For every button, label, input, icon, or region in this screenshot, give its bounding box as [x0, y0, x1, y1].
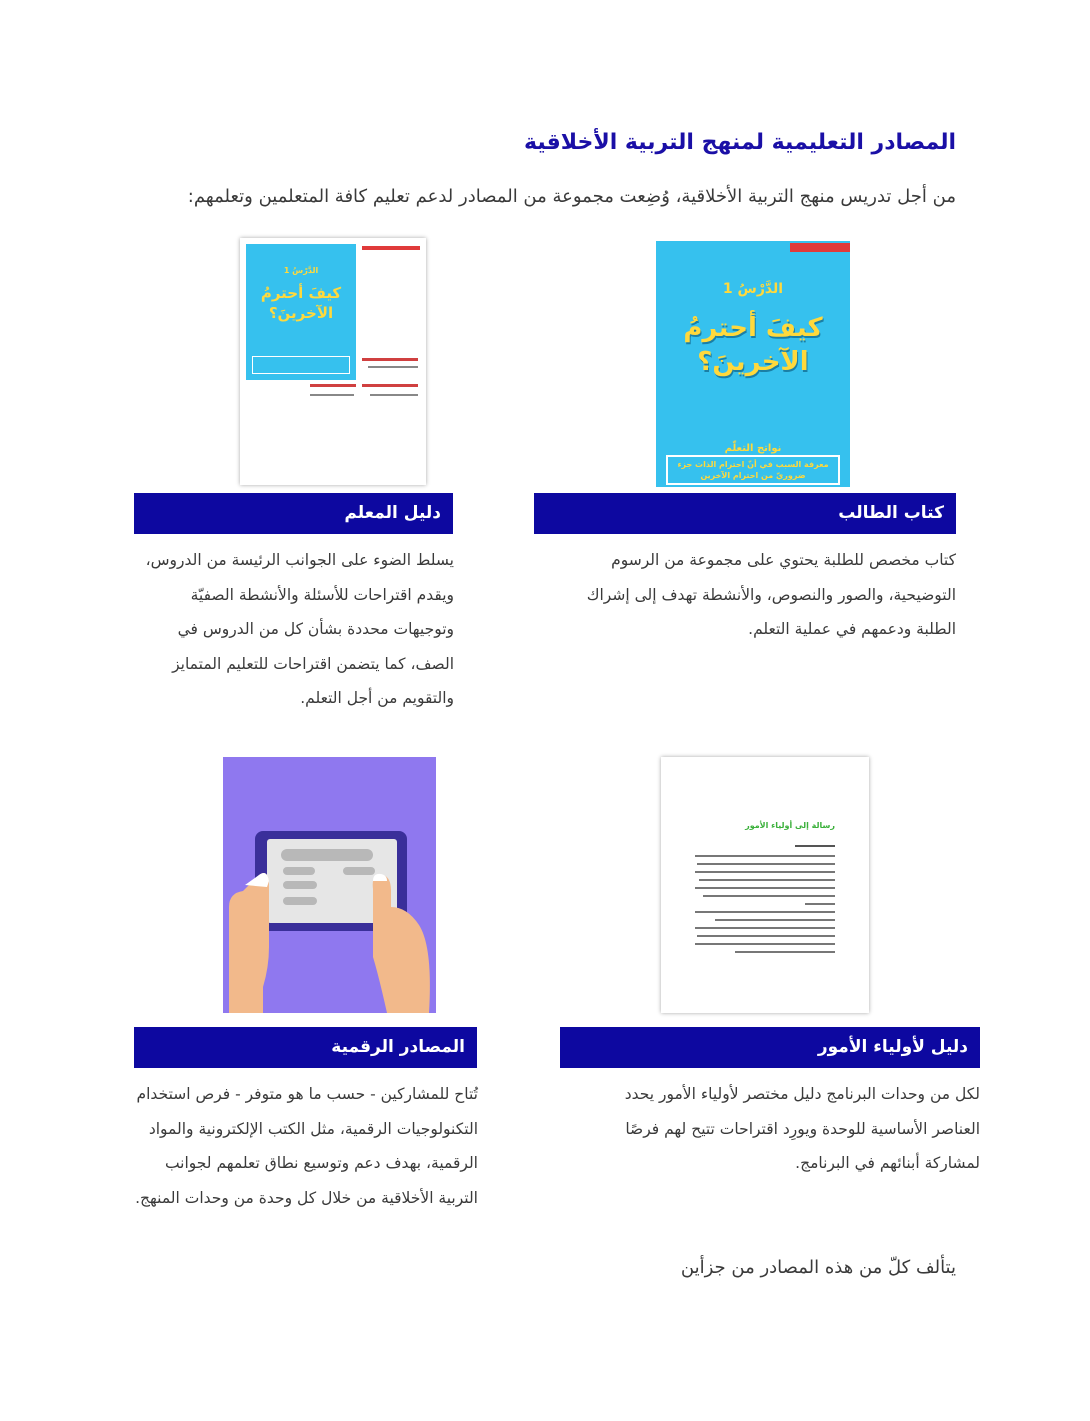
student-cover-outcome-label: نواتج التعلّم	[724, 443, 782, 454]
student-cover-title-2: الآخرينَ؟	[697, 347, 809, 377]
cover-tag	[790, 243, 850, 252]
teacher-guide-text: يسلط الضوء على الجوانب الرئيسة من الدروس، ويقدم اقتراحات للأسئلة والأنشطة الصفيّة وتوجيهات محددة بشأن كل من الدروس في الصف، كما يتضمن اقتراحات للتعليم المتمايز والتقويم من أجل التعلم.	[145, 551, 454, 707]
digital-resources-image	[223, 757, 436, 1013]
student-cover-lesson: الدَّرْسُ 1	[722, 281, 784, 297]
parents-guide-image	[661, 757, 869, 1013]
page-title: المصادر التعليمية لمنهج التربية الأخلاقية	[524, 130, 956, 155]
student-book-cover	[656, 241, 850, 487]
teacher-cover-title-2: الآخرينَ؟	[268, 304, 334, 322]
student-cover-title-1: كيفَ أحترمُ	[683, 313, 823, 343]
student-book-heading: كتاب الطالب	[534, 493, 956, 534]
letter-title: رسالة إلى أولياء الأمور	[745, 821, 835, 830]
teacher-guide-heading: دليل المعلم	[134, 493, 453, 534]
parents-guide-text: لكل من وحدات البرنامج دليل مختصر لأولياء الأمور يحدد العناصر الأساسية للوحدة ويورِد اقتراحات تتيح لهم فرصًا لمشاركة أبنائهم في البرنامج.	[624, 1085, 980, 1172]
parents-guide-heading: دليل لأولياء الأمور	[560, 1027, 980, 1068]
student-cover-outcome-text: معرفة السبب في أنّ احترام الذات جزء ضروريّ من احترام الآخرين	[677, 460, 829, 480]
student-book-image	[656, 241, 850, 487]
teacher-cover-title-1: كيفَ أحترمُ	[260, 284, 342, 302]
digital-resources-heading: المصادر الرقمية	[134, 1027, 477, 1068]
student-book-text: كتاب مخصص للطلبة يحتوي على مجموعة من الرسوم التوضيحية، والصور والنصوص، والأنشطة تهدف إلى إشراك الطلبة ودعمهم في عملية التعلم.	[586, 551, 956, 638]
teacher-cover-lesson: الدَّرْسُ 1	[283, 266, 319, 275]
outro-text: يتألف كلّ من هذه المصادر من جزأين	[680, 1257, 956, 1278]
tablet-hands-illustration	[223, 757, 436, 1013]
teacher-guide-image	[240, 238, 426, 485]
digital-resources-text: تُتاح للمشاركين - حسب ما هو متوفر - فرص استخدام التكنولوجيات الرقمية، مثل الكتب الإلكترونية والمواد الرقمية، بهدف دعم وتوسيع نطاق تعلمهم لجوانب التربية الأخلاقية من خلال كل وحدة من وحدات المنهج.	[135, 1085, 478, 1207]
intro-text: من أجل تدريس منهج التربية الأخلاقية، وُضِعت مجموعة من المصادر لدعم تعليم كافة المتعلمين وتعلمهم:	[187, 186, 956, 207]
